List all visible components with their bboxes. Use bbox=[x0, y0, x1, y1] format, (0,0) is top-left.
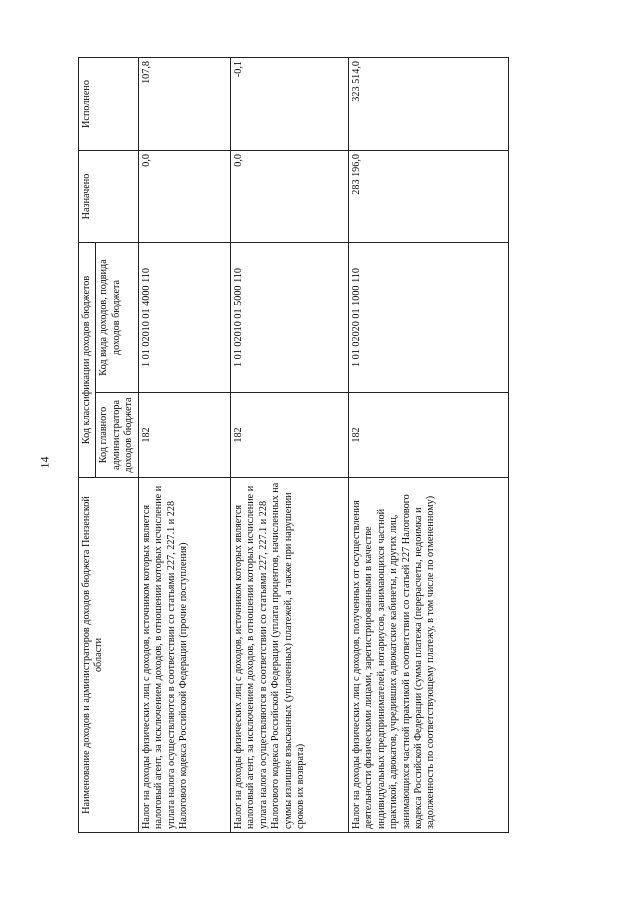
table-row bbox=[348, 57, 508, 832]
row-executed: 323 514,0 bbox=[348, 57, 508, 150]
row-admin-code: 182 bbox=[348, 393, 508, 478]
header-assigned: Назначено bbox=[79, 150, 139, 242]
row-kind-code: 1 01 02010 01 5000 110 bbox=[230, 242, 348, 392]
header-admin-code: Код главного администратора доходов бюджета bbox=[96, 393, 138, 478]
revenue-table bbox=[78, 57, 509, 833]
table-row bbox=[230, 57, 348, 832]
header-kind-code: Код вида доходов, подвида доходов бюджета bbox=[96, 242, 138, 392]
header-code-group: Код классификации доходов бюджетов bbox=[79, 242, 96, 477]
row-executed: -0,1 bbox=[230, 57, 348, 150]
header-name: Наименование доходов и администраторов доходов бюджета Пензенской области bbox=[79, 478, 139, 833]
row-name: Налог на доходы физических лиц с доходов, полученных от осуществления деятельности физическими лицами, зарегистрированными в качестве индивидуальных предпринимателей, нотариусов, занимающихся частной практикой, адвокатов, учредивших адвокатские кабинеты, и других лиц, занимающихся частной практикой в соответствии со статьей 227 Налогового кодекса Российской Федерации (сумма платежа (перерасчеты, недоимка и задолженность по соответствующему платежу, в том числе по отмененному) bbox=[348, 478, 508, 833]
row-executed: 107,8 bbox=[138, 57, 230, 150]
row-kind-code: 1 01 02020 01 1000 110 bbox=[348, 242, 508, 392]
rotated-table-wrapper bbox=[78, 58, 503, 833]
row-assigned: 283 196,0 bbox=[348, 150, 508, 242]
row-admin-code: 182 bbox=[230, 393, 348, 478]
header-executed: Исполнено bbox=[79, 57, 139, 150]
row-assigned: 0,0 bbox=[230, 150, 348, 242]
row-kind-code: 1 01 02010 01 4000 110 bbox=[138, 242, 230, 392]
row-name: Налог на доходы физических лиц с доходов, источником которых является налоговый агент, за исключением доходов, в отношении которых исчисление и уплата налога осуществляются в соответствии со статьями 227, 227.1 и 228 Налогового кодекса Российской Федерации (прочие поступления) bbox=[138, 478, 230, 833]
table-row bbox=[138, 57, 230, 832]
page-number: 14 bbox=[37, 456, 52, 469]
row-assigned: 0,0 bbox=[138, 150, 230, 242]
row-name: Налог на доходы физических лиц с доходов, источником которых является налоговый агент, за исключением доходов, в отношении которых исчисление и уплата налога осуществляются в соответствии со статьями 227, 227.1 и 228 Налогового кодекса Российской Федерации (уплата процентов, начисленных на суммы излишне взысканных (уплаченных) платежей, а также при нарушении сроков их возврата) bbox=[230, 478, 348, 833]
row-admin-code: 182 bbox=[138, 393, 230, 478]
